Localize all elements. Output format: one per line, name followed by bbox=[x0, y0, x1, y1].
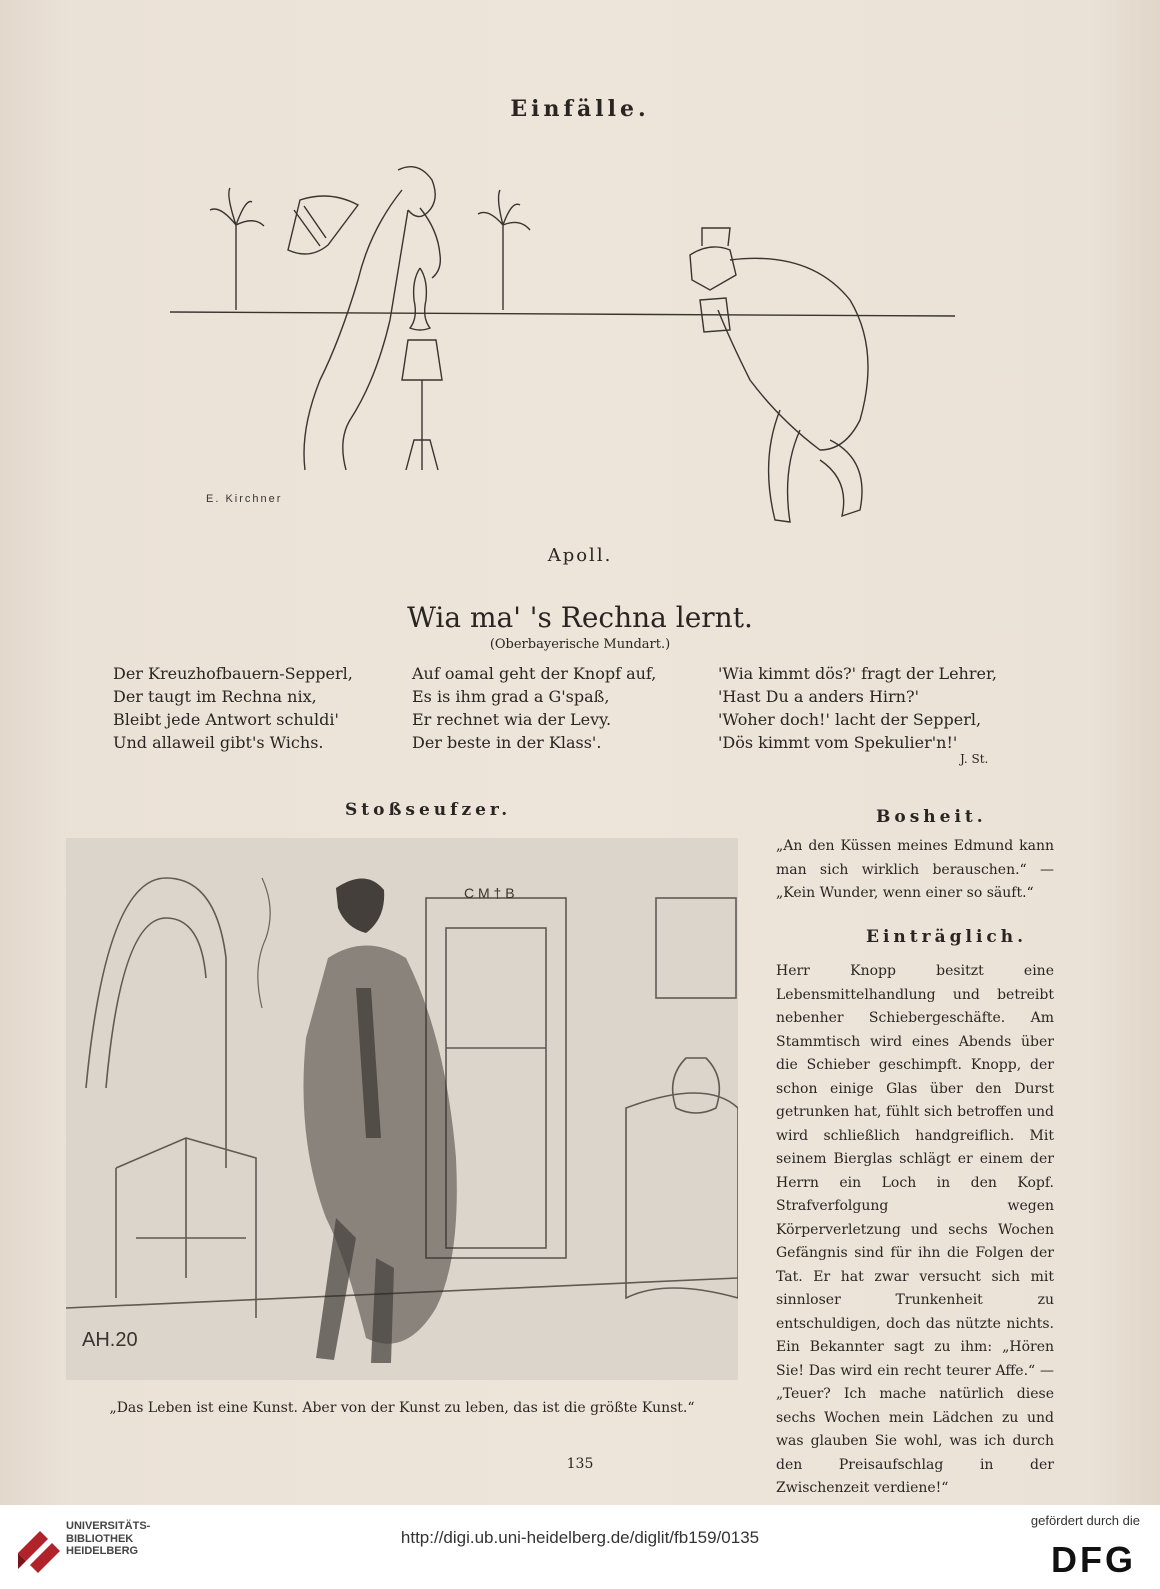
poem-author: J. St. bbox=[960, 752, 989, 766]
section-title-stossseufzer: Stoßseufzer. bbox=[345, 800, 512, 820]
funded-by-label: gefördert durch die bbox=[1030, 1513, 1140, 1528]
poem-stanza bbox=[113, 662, 353, 754]
drawing-signature: AH.20 bbox=[82, 1329, 138, 1351]
poem-line: Und allaweil gibt's Wichs. bbox=[113, 733, 324, 752]
poem-stanza bbox=[412, 662, 656, 754]
bosheit-text: „An den Küssen meines Edmund kann man sich wirklich berauschen.“ — „Kein Wunder, wenn einer so säuft.“ bbox=[776, 838, 1054, 901]
institution-name[interactable]: UNIVERSITÄTS- BIBLIOTHEK HEIDELBERG bbox=[66, 1520, 151, 1557]
door-inscription: C M † B bbox=[464, 885, 515, 901]
footer-bar bbox=[0, 1505, 1160, 1589]
sketch-artwork bbox=[66, 838, 738, 1380]
poem-line: 'Woher doch!' lacht der Sepperl, bbox=[718, 710, 982, 729]
poem-line: 'Hast Du a anders Hirn?' bbox=[718, 687, 919, 706]
poem-line: Bleibt jede Antwort schuldi' bbox=[113, 710, 339, 729]
poem-line: Der beste in der Klass'. bbox=[412, 733, 602, 752]
illustration-signature: E. Kirchner bbox=[206, 493, 283, 505]
section-title-eintraeglich: Einträglich. bbox=[866, 927, 1028, 947]
poem-line: 'Wia kimmt dös?' fragt der Lehrer, bbox=[718, 664, 997, 683]
apoll-caption: Apoll. bbox=[547, 545, 613, 566]
poem-line: Er rechnet wia der Levy. bbox=[412, 710, 612, 729]
stossseufzer-drawing bbox=[66, 838, 738, 1380]
poem-subtitle: (Oberbayerische Mundart.) bbox=[489, 637, 671, 652]
poem-line: Es is ihm grad a G'spaß, bbox=[412, 687, 610, 706]
dfg-logo[interactable]: DFG bbox=[1051, 1539, 1136, 1580]
section-title-bosheit: Bosheit. bbox=[876, 807, 987, 827]
poem-line: Der Kreuzhofbauern-Sepperl, bbox=[113, 664, 353, 683]
poem-title: Wia ma' 's Rechna lernt. bbox=[407, 601, 753, 634]
apoll-illustration bbox=[170, 150, 970, 540]
page-heading: Einfälle. bbox=[510, 96, 650, 122]
drawing-caption: „Das Leben ist eine Kunst. Aber von der Kunst zu leben, das ist die größte Kunst.“ bbox=[109, 1400, 695, 1416]
poem-line: 'Dös kimmt vom Spekulier'n!' bbox=[718, 733, 958, 752]
eintraeglich-text: Herr Knopp besitzt eine Lebensmittelhandlung und betreibt nebenher Schiebergeschäfte. Am Stammtisch wird eines Abends über die Schieber geschimpft. Knopp, der schon einige Glas über den Durst getrunken hat, fühlt sich betroffen und wird schließlich handgreiflich. Mit seinem Bierglas schlägt er einem der Herrn ein Loch in den Kopf. Strafverfolgung wegen Körperverletzung und sechs Wochen Gefängnis sind für ihn die Folgen der Tat. Er hat zwar versucht sich mit sinnloser Trunkenheit zu entschuldigen, doch das nützte nichts. Ein Bekannter sagt zu ihm: „Hören Sie! Das wird ein recht teurer Affe.“ — „Teuer? Ich mache natürlich diese sechs Wochen mein Lädchen zu und was glauben Sie wohl, was ich durch den Preisaufschlag in der Zwischenzeit verdiene!“ bbox=[776, 963, 1054, 1496]
poem-stanza bbox=[718, 662, 997, 754]
poem-line: Auf oamal geht der Knopf auf, bbox=[412, 664, 657, 683]
document-url-link[interactable]: http://digi.ub.uni-heidelberg.de/diglit/fb159/0135 bbox=[400, 1528, 760, 1547]
page-number: 135 bbox=[566, 1456, 594, 1472]
poem-line: Der taugt im Rechna nix, bbox=[113, 687, 317, 706]
